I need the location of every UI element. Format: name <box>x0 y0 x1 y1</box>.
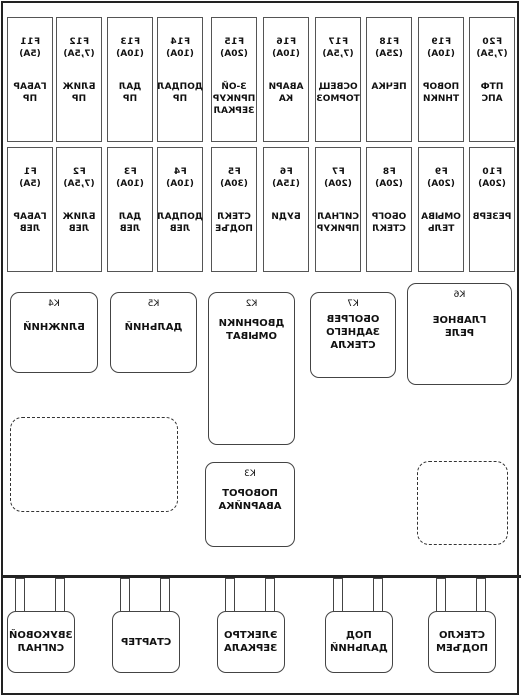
fuse-code: F4 <box>173 167 187 177</box>
relay-k6 <box>407 283 512 385</box>
fuse-code: F2 <box>72 167 86 177</box>
bottom-relay-2 <box>325 611 393 673</box>
fuse-code: F8 <box>382 167 396 177</box>
bottom-row-fuse-f4 <box>157 147 203 272</box>
fuse-rating: (7,5A) <box>63 179 95 189</box>
fuse-label: БЛИЖ ПР <box>62 82 96 104</box>
fuse-label: АВАРИ КА <box>268 82 304 104</box>
relay-text <box>408 284 511 340</box>
relay-label: БЛИЖНИЙ <box>23 322 85 333</box>
fuse-text <box>158 18 202 105</box>
fuse-text <box>8 148 52 235</box>
fuse-label: ПЕЧКА <box>371 82 407 92</box>
relay-label: ОБОГРЕВ ЗАДНЕГО СТЕКЛА <box>326 314 380 351</box>
fuse-code: F15 <box>223 37 245 47</box>
fuse-rating: (7,5A) <box>63 49 95 59</box>
fuse-text <box>212 148 256 235</box>
fuse-rating: (10A) <box>166 179 194 189</box>
top-row-fuse-f12 <box>56 17 102 142</box>
relay-code: K2 <box>245 299 258 309</box>
bottom-relay-3-lead-2 <box>265 578 275 611</box>
top-row-fuse-f16 <box>263 17 309 142</box>
fuse-label: ДАЛ ЛЕВ <box>118 212 142 234</box>
fuse-rating: (20A) <box>427 179 455 189</box>
fuse-rating: (10A) <box>116 49 144 59</box>
relay-code: K4 <box>48 299 60 309</box>
bottom-row-fuse-f7 <box>315 147 361 272</box>
fuse-label: СИГНАЛ ПРИКУР <box>316 212 360 234</box>
fuse-label: БУДИ <box>271 212 301 222</box>
fuse-label: СТЕКЛ ПОДЪЕ <box>215 212 253 234</box>
fuse-text <box>316 148 360 235</box>
fuse-code: F9 <box>434 167 448 177</box>
relay-code: K7 <box>347 299 359 309</box>
fuse-rating: (5A) <box>19 49 41 59</box>
relay-label: ГЛАВНОЕ РЕЛЕ <box>432 315 487 339</box>
fuse-text <box>470 148 514 223</box>
fuse-text <box>8 18 52 105</box>
fuse-text <box>108 148 152 235</box>
fuse-label: ДОПДАЛ ЛЕВ <box>157 212 203 234</box>
fuse-label: ОМЫВА ТЕЛЬ <box>421 212 461 234</box>
fuse-rating: (15A) <box>272 179 300 189</box>
fuse-rating: (10A) <box>116 179 144 189</box>
fuse-text <box>264 148 308 223</box>
bottom-row-fuse-f8 <box>366 147 412 272</box>
fuse-code: F7 <box>331 167 345 177</box>
relay-k7 <box>310 292 396 378</box>
fuse-label: ПОВОР ТНИКИ <box>422 82 460 104</box>
bottom-relay-1-lead-1 <box>436 578 446 611</box>
relay-code: K5 <box>147 299 160 309</box>
bottom-relay-4-lead-1 <box>120 578 130 611</box>
fuse-rating: (7,5A) <box>476 49 508 59</box>
bottom-relay-label: СТАРТЕР <box>120 636 172 648</box>
fuse-label: З-ОЙ ПРИКУР ЗЕРКАЛ <box>212 82 256 116</box>
fuse-text <box>470 18 514 105</box>
fuse-label: ПТФ АПС <box>480 82 504 104</box>
bottom-relay-label: ПОД ДАЛЬНИЙ <box>330 630 388 654</box>
fuse-rating: (7,5A) <box>322 49 354 59</box>
fuse-code: F10 <box>481 167 503 177</box>
fuse-code: F18 <box>378 37 400 47</box>
fuse-code: F14 <box>169 37 191 47</box>
fuse-rating: (20A) <box>220 49 248 59</box>
fuse-rating: (10A) <box>166 49 194 59</box>
bottom-relay-1-lead-2 <box>476 578 486 611</box>
fuse-text <box>264 18 308 105</box>
fuse-text <box>419 18 463 105</box>
relay-text <box>206 463 294 513</box>
top-row-fuse-f13 <box>107 17 153 142</box>
top-row-fuse-f11 <box>7 17 53 142</box>
fuse-label: РЕЗЕРВ <box>472 212 512 222</box>
top-row-fuse-f14 <box>157 17 203 142</box>
bottom-relay-3 <box>217 611 285 673</box>
fuse-label: ГАБАР ПР <box>13 82 47 104</box>
relay-label: ПОВОРОТ АВАРИЙКА <box>218 488 282 512</box>
bottom-relay-4 <box>112 611 180 673</box>
bottom-row-fuse-f6 <box>263 147 309 272</box>
fuse-text <box>108 18 152 105</box>
fuse-rating: (30A) <box>220 179 248 189</box>
fuse-rating: (20A) <box>478 179 506 189</box>
fuse-code: F12 <box>68 37 90 47</box>
fuse-code: F20 <box>481 37 503 47</box>
relay-k5 <box>110 292 197 373</box>
fuse-rating: (10A) <box>272 49 300 59</box>
relay-text <box>111 293 196 334</box>
bottom-relay-4-lead-2 <box>160 578 170 611</box>
top-row-fuse-f19 <box>418 17 464 142</box>
fuse-rating: (10A) <box>427 49 455 59</box>
bottom-relay-label: ЭЛЕКТРО ЗЕРКАЛА <box>224 630 278 654</box>
fuse-code: F1 <box>23 167 37 177</box>
bottom-row-fuse-f3 <box>107 147 153 272</box>
fuse-rating: (20A) <box>324 179 352 189</box>
relay-k2 <box>208 292 295 445</box>
fuse-code: F6 <box>279 167 293 177</box>
fuse-rating: (25A) <box>375 49 403 59</box>
top-row-fuse-f20 <box>469 17 515 142</box>
fuse-label: ДАЛ ПР <box>118 82 142 104</box>
fuse-code: F19 <box>430 37 452 47</box>
bottom-relay-2-lead-1 <box>333 578 343 611</box>
top-row-fuse-f15 <box>211 17 257 142</box>
fuse-code: F3 <box>123 167 137 177</box>
empty-slot-large <box>10 417 178 512</box>
bottom-relay-5-lead-1 <box>15 578 25 611</box>
bottom-row-fuse-f10 <box>469 147 515 272</box>
fuse-label: ДОПДАЛ ПР <box>157 82 203 104</box>
fuse-text <box>57 18 101 105</box>
relay-text <box>311 293 395 352</box>
bottom-relay-3-lead-1 <box>225 578 235 611</box>
bottom-row-fuse-f2 <box>56 147 102 272</box>
bottom-row-fuse-f5 <box>211 147 257 272</box>
relay-code: K6 <box>453 290 466 300</box>
relay-label: ДАЛЬНИЙ <box>124 322 183 333</box>
top-row-fuse-f18 <box>366 17 412 142</box>
bottom-relay-5-lead-2 <box>55 578 65 611</box>
bottom-relay-label: ЗВУКОВОЙ СИГНАЛ <box>9 630 73 654</box>
bottom-relay-5 <box>7 611 75 673</box>
bottom-relay-1 <box>428 611 496 673</box>
fuse-label: ОСВЕЩ ТОРМОЗ <box>316 82 360 104</box>
fuse-label: ГАБАР ЛЕВ <box>13 212 47 234</box>
fuse-code: F17 <box>327 37 349 47</box>
relay-code: K3 <box>244 469 256 479</box>
fuse-code: F5 <box>227 167 241 177</box>
empty-slot-small <box>417 461 508 545</box>
relay-k3 <box>205 462 295 547</box>
fuse-code: F16 <box>275 37 297 47</box>
fuse-text <box>57 148 101 235</box>
fuse-code: F11 <box>19 37 41 47</box>
fuse-text <box>367 148 411 235</box>
fuse-text <box>316 18 360 105</box>
fuse-text <box>158 148 202 235</box>
fuse-text <box>212 18 256 117</box>
fuse-code: F13 <box>119 37 141 47</box>
fuse-rating: (20A) <box>375 179 403 189</box>
fuse-label: ОБОГР СТЕКЛ <box>371 212 407 234</box>
bottom-relay-2-lead-2 <box>373 578 383 611</box>
fuse-text <box>367 18 411 93</box>
relay-text <box>209 293 294 343</box>
bottom-row-fuse-f1 <box>7 147 53 272</box>
bottom-row-fuse-f9 <box>418 147 464 272</box>
relay-k4 <box>10 292 98 373</box>
fuse-text <box>419 148 463 235</box>
bottom-relay-label: СТЕКЛО ПОДЪЕМ <box>436 630 488 654</box>
top-row-fuse-f17 <box>315 17 361 142</box>
relay-label: ДВОРНИКИ ОМЫВАТ <box>218 318 285 342</box>
relay-text <box>11 293 97 334</box>
fuse-label: БЛИЖ ЛЕВ <box>62 212 96 234</box>
fuse-rating: (5A) <box>19 179 41 189</box>
